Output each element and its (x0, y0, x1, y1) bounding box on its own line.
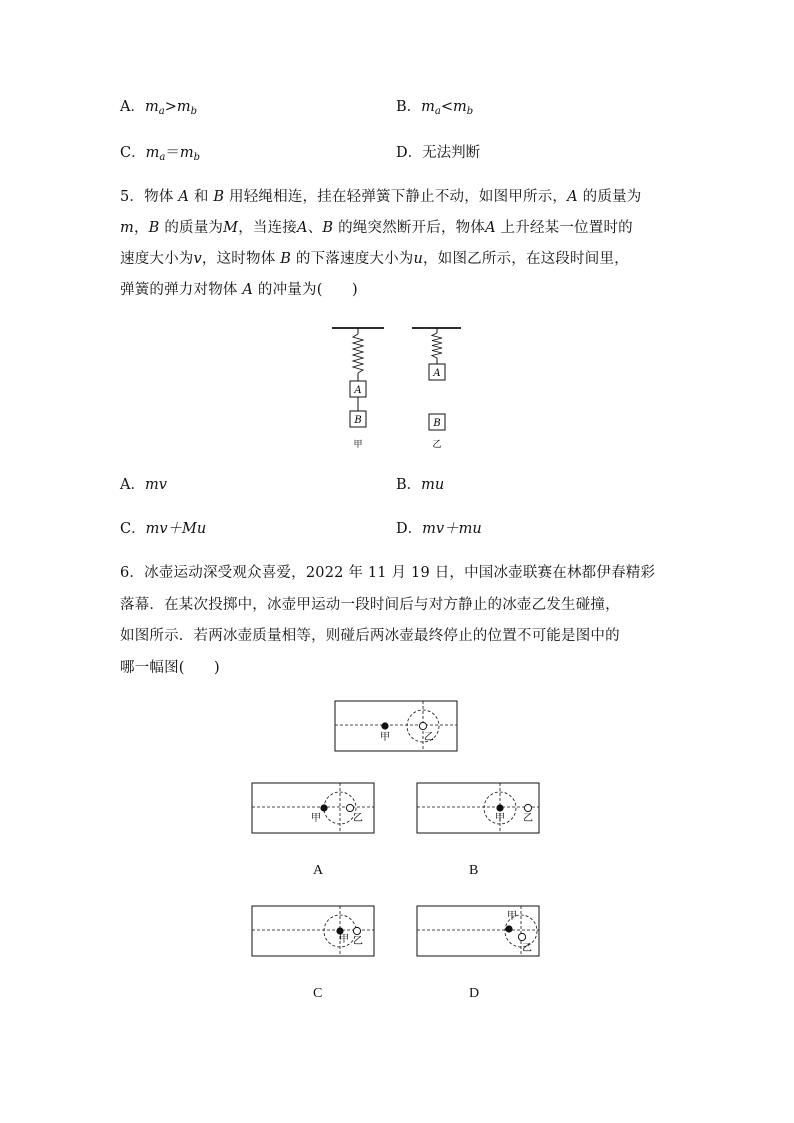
svg-text:乙: 乙 (353, 813, 363, 824)
svg-text:甲: 甲 (380, 732, 390, 743)
option-label-c: C (313, 986, 323, 1001)
q5-option-a: A．mv (120, 477, 167, 493)
q5-line-2: m，B 的质量为M，当连接A、B 的绳突然断开后，物体A 上升经某一位置时的 (120, 220, 633, 236)
svg-text:A: A (354, 385, 362, 396)
q5-line-3: 速度大小为v，这时物体 B 的下落速度大小为u，如图乙所示，在这段时间里， (120, 251, 629, 267)
q6-line-1: 6．冰壶运动深受观众喜爱，2022 年 11 月 19 日，中国冰壶联赛在林都伊春精彩 (120, 565, 656, 581)
stone-jia (320, 804, 327, 811)
svg-text:B: B (354, 415, 362, 426)
svg-text:甲: 甲 (311, 813, 321, 824)
svg-text:甲: 甲 (339, 934, 349, 945)
q4-option-c: C．$m_a=m_b$ (120, 145, 200, 163)
q4-option-a: A．$m_a>m_b$ (120, 99, 198, 117)
question-number: 5． (120, 189, 145, 205)
spring-figure (320, 320, 480, 455)
spring-icon (353, 334, 363, 373)
q4-option-b: B．$m_a<m_b$ (396, 99, 474, 117)
stone-yi (518, 933, 525, 940)
curling-option-b (416, 782, 542, 837)
svg-text:A: A (433, 368, 441, 379)
svg-text:乙: 乙 (432, 440, 442, 450)
q5-option-c: C．mv＋Mu (120, 521, 207, 537)
stone-jia (381, 722, 388, 729)
q5-option-b: B．mu (396, 477, 445, 493)
svg-text:乙: 乙 (523, 813, 533, 824)
q6-line-4: 哪一幅图( ) (120, 660, 220, 676)
q6-line-3: 如图所示．若两冰壶质量相等，则碰后两冰壶最终停止的位置不可能是图中的 (120, 628, 620, 644)
svg-text:甲: 甲 (353, 440, 363, 450)
svg-text:甲: 甲 (495, 813, 505, 824)
curling-option-c (251, 905, 377, 960)
curling-option-d (416, 905, 542, 960)
stone-jia (505, 925, 512, 932)
q5-option-d: D．mv＋mu (396, 521, 482, 537)
question-number: 6． (120, 565, 145, 581)
stone-yi (524, 804, 531, 811)
curling-option-a (251, 782, 377, 837)
svg-text:B: B (433, 418, 441, 429)
q5-line-4: 弹簧的弹力对物体 A 的冲量为( ) (120, 282, 358, 298)
svg-text:甲: 甲 (507, 911, 517, 922)
q6-line-2: 落幕．在某次投掷中，冰壶甲运动一段时间后与对方静止的冰壶乙发生碰撞， (120, 597, 620, 613)
stone-yi (353, 927, 360, 934)
svg-text:乙: 乙 (424, 732, 434, 743)
curling-initial-figure (334, 700, 460, 755)
stone-yi (346, 804, 353, 811)
option-label-b: B (469, 863, 479, 878)
svg-text:乙: 乙 (353, 936, 363, 947)
option-label-a: A (313, 863, 324, 878)
figure-jia (332, 328, 384, 450)
q4-option-d: D．无法判断 (396, 145, 481, 161)
figure-yi (412, 328, 461, 450)
q5-line-1: 5．物体 A 和 B 用轻绳相连，挂在轻弹簧下静止不动，如图甲所示，A 的质量为 (120, 189, 642, 205)
option-label-d: D (469, 986, 480, 1001)
spring-icon (432, 333, 442, 358)
stone-jia (496, 804, 503, 811)
svg-text:乙: 乙 (522, 943, 532, 954)
stone-yi (419, 722, 426, 729)
